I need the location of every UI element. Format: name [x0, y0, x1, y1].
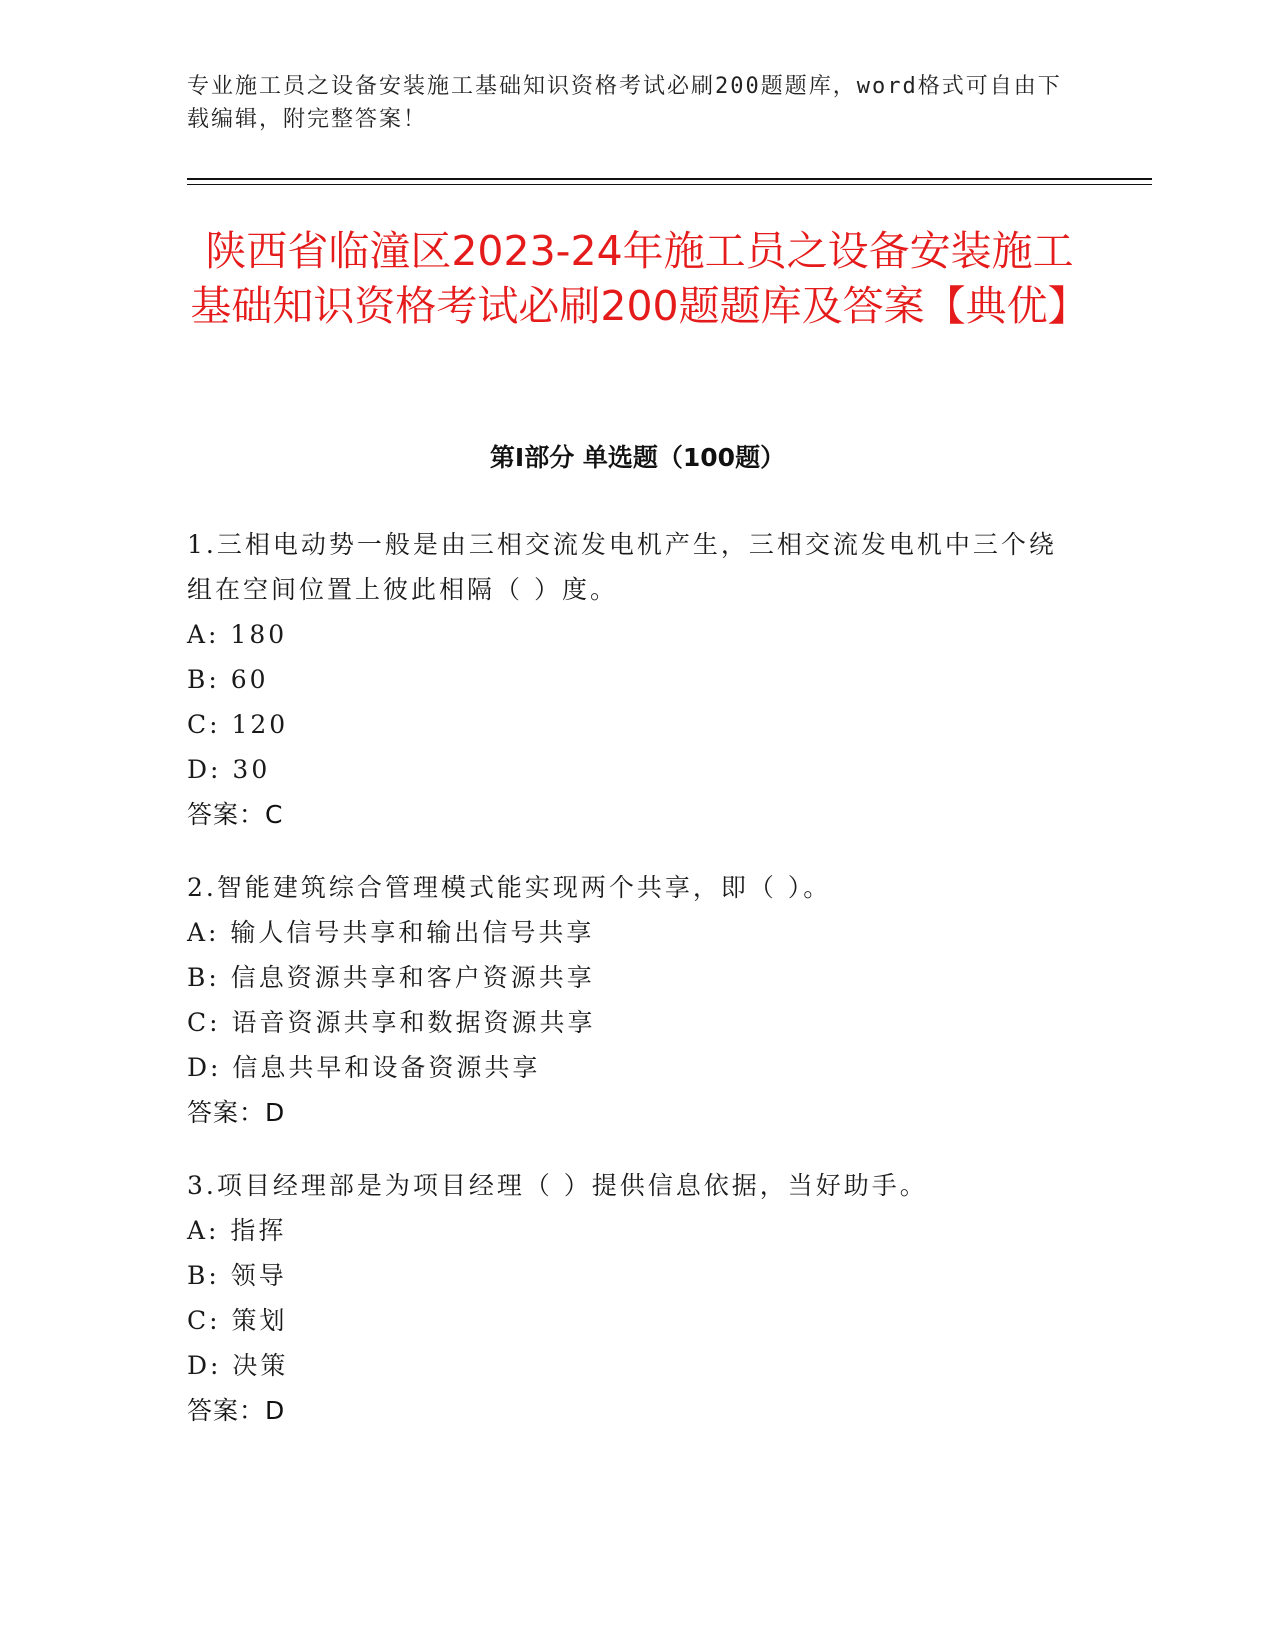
answer: 答案：C	[187, 800, 284, 829]
option-b: B: 信息资源共享和客户资源共享	[187, 963, 595, 992]
option-a: A: 180	[187, 620, 288, 649]
option-c: C: 120	[187, 710, 289, 739]
question-stem: 1.三相电动势一般是由三相交流发电机产生，三相交流发电机中三个绕组在空间位置上彼此相隔（ ）度。	[187, 530, 1057, 604]
question-stem: 3.项目经理部是为项目经理（ ）提供信息依据，当好助手。	[187, 1171, 928, 1200]
answer: 答案：D	[187, 1396, 286, 1425]
option-d: D: 信息共早和设备资源共享	[187, 1053, 541, 1082]
option-a: A: 指挥	[187, 1216, 287, 1245]
option-c: C: 语音资源共享和数据资源共享	[187, 1008, 596, 1037]
question-3	[187, 1163, 1067, 1433]
header-rule-thick	[187, 178, 1152, 180]
answer: 答案：D	[187, 1098, 286, 1127]
document-title: 陕西省临潼区2023-24年施工员之设备安装施工基础知识资格考试必刷200题题库及答案【典优】	[190, 227, 1089, 330]
option-b: B: 领导	[187, 1261, 287, 1290]
option-d: D: 决策	[187, 1351, 289, 1380]
option-a: A: 输人信号共享和输出信号共享	[187, 918, 595, 947]
option-d: D: 30	[187, 755, 271, 784]
question-2	[187, 865, 1067, 1135]
question-stem: 2.智能建筑综合管理模式能实现两个共享，即（ ）。	[187, 873, 832, 902]
header-rule-thin	[187, 184, 1152, 185]
question-list	[187, 522, 1067, 1461]
question-1	[187, 522, 1067, 837]
header-note: 专业施工员之设备安装施工基础知识资格考试必刷200题题库，word格式可自由下载编辑，附完整答案！	[187, 74, 1062, 132]
option-b: B: 60	[187, 665, 269, 694]
section-title: 第Ⅰ部分 单选题（100题）	[489, 443, 786, 472]
option-c: C: 策划	[187, 1306, 288, 1335]
